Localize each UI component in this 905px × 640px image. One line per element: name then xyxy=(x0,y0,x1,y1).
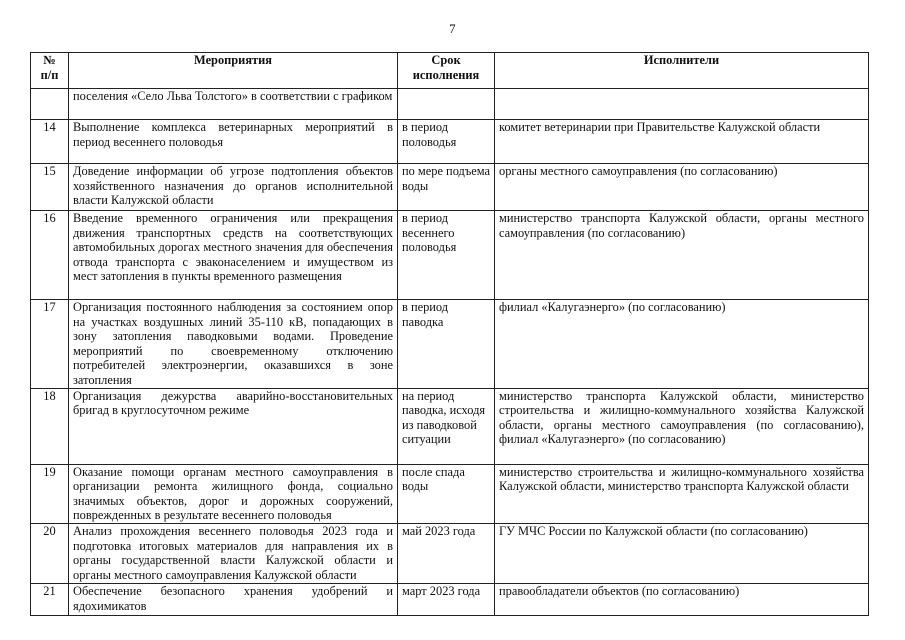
row-term: май 2023 года xyxy=(398,523,495,583)
row-term: в период весеннего половодья xyxy=(398,211,495,300)
header-num: № п/п xyxy=(31,53,69,89)
row-event: Оказание помощи органам местного самоуправления в организации ремонта жилищного фонда, социально значимых объектов, дорог и дорожных сооружений, поврежденных в результате весеннего половодья xyxy=(69,464,398,523)
row-term xyxy=(398,89,495,120)
row-number: 19 xyxy=(31,464,69,523)
row-term: по мере подъема воды xyxy=(398,164,495,211)
row-executors xyxy=(495,89,869,120)
row-term: в период паводка xyxy=(398,300,495,389)
page-number: 7 xyxy=(449,21,456,36)
row-executors: органы местного самоуправления (по согласованию) xyxy=(495,164,869,211)
row-executors: ГУ МЧС России по Калужской области (по согласованию) xyxy=(495,523,869,583)
table-row xyxy=(31,583,869,615)
row-number: 16 xyxy=(31,211,69,300)
table-row xyxy=(31,211,869,300)
header-term: Срок исполнения xyxy=(398,53,495,89)
row-event: Доведение информации об угрозе подтопления объектов хозяйственного назначения до органов исполнительной власти Калужской области xyxy=(69,164,398,211)
row-executors: комитет ветеринарии при Правительстве Калужской области xyxy=(495,120,869,164)
row-executors: филиал «Калугаэнерго» (по согласованию) xyxy=(495,300,869,389)
table-row xyxy=(31,89,869,120)
row-executors: правообладатели объектов (по согласованию) xyxy=(495,583,869,615)
row-term: после спада воды xyxy=(398,464,495,523)
row-executors: министерство транспорта Калужской области, органы местного самоуправления (по согласованию) xyxy=(495,211,869,300)
row-event: Организация дежурства аварийно-восстановительных бригад в круглосуточном режиме xyxy=(69,388,398,464)
row-event: Организация постоянного наблюдения за состоянием опор на участках воздушных линий 35-110 кВ, попадающих в зону затопления паводковыми водами. Проведение мероприятий по своевременному отключению потребителей электроэнергии, оказавшихся в зоне затопления xyxy=(69,300,398,389)
row-event: Выполнение комплекса ветеринарных мероприятий в период весеннего половодья xyxy=(69,120,398,164)
row-number: 20 xyxy=(31,523,69,583)
row-event: поселения «Село Льва Толстого» в соответствии с графиком xyxy=(69,89,398,120)
row-executors: министерство строительства и жилищно-коммунального хозяйства Калужской области, министерство транспорта Калужской области xyxy=(495,464,869,523)
table-row xyxy=(31,523,869,583)
table-row xyxy=(31,388,869,464)
row-number: 17 xyxy=(31,300,69,389)
row-term: март 2023 года xyxy=(398,583,495,615)
row-event: Введение временного ограничения или прекращения движения транспортных средств на соответствующих автомобильных дорогах местного значения для обеспечения отвода транспорта с эваконаселением и имуществом из мест затопления в пункты временного размещения xyxy=(69,211,398,300)
table-row xyxy=(31,120,869,164)
row-number: 18 xyxy=(31,388,69,464)
row-number xyxy=(31,89,69,120)
header-event: Мероприятия xyxy=(69,53,398,89)
table-row xyxy=(31,464,869,523)
measures-table xyxy=(30,52,869,616)
row-event: Анализ прохождения весеннего половодья 2023 года и подготовка итоговых материалов для направления их в органы государственной власти Калужской области и органы местного самоуправления Калужской области xyxy=(69,523,398,583)
table-row xyxy=(31,164,869,211)
table-header-row xyxy=(31,53,869,89)
row-number: 21 xyxy=(31,583,69,615)
row-number: 14 xyxy=(31,120,69,164)
table-row xyxy=(31,300,869,389)
row-event: Обеспечение безопасного хранения удобрений и ядохимикатов xyxy=(69,583,398,615)
header-executors: Исполнители xyxy=(495,53,869,89)
row-term: в период половодья xyxy=(398,120,495,164)
row-number: 15 xyxy=(31,164,69,211)
row-executors: министерство транспорта Калужской области, министерство строительства и жилищно-коммунального хозяйства Калужской области, органы местного самоуправления (по согласованию), филиал «Калугаэнерго» (по согласованию) xyxy=(495,388,869,464)
row-term: на период паводка, исходя из паводковой ситуации xyxy=(398,388,495,464)
